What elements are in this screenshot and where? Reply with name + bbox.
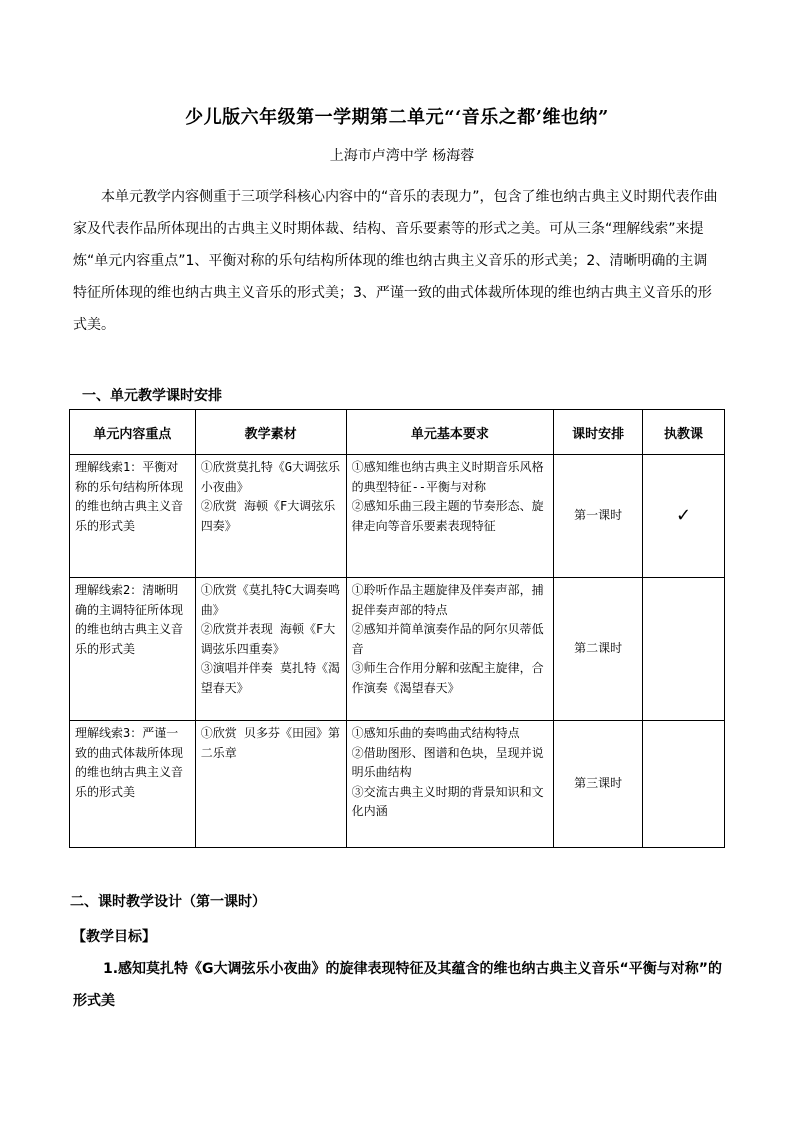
material-item: ①欣赏《莫扎特C大调奏鸣曲》 bbox=[200, 583, 341, 617]
requirement-item: ②感知乐曲三段主题的节奏形态、旋律走向等音乐要素表现特征 bbox=[351, 499, 544, 533]
header-requirements: 单元基本要求 bbox=[346, 410, 554, 455]
teaching-cell bbox=[643, 721, 725, 848]
table-row bbox=[70, 455, 725, 578]
focus-cell: 理解线索1：平衡对称的乐句结构所体现的维也纳古典主义音乐的形式美 bbox=[70, 455, 196, 578]
objectives-label: 【教学目标】 bbox=[72, 929, 156, 945]
header-focus: 单元内容重点 bbox=[70, 410, 196, 455]
material-item: ②欣赏 海顿《F大调弦乐四奏》 bbox=[200, 499, 336, 533]
section-heading-schedule: 一、单元教学课时安排 bbox=[82, 388, 222, 404]
material-item: ③演唱并伴奏 莫扎特《渴望春天》 bbox=[200, 661, 341, 695]
section-heading-lesson-design: 二、课时教学设计（第一课时） bbox=[70, 894, 266, 910]
requirement-item: ①感知维也纳古典主义时期音乐风格的典型特征--平衡与对称 bbox=[351, 460, 544, 494]
author-line: 上海市卢湾中学 杨海蓉 bbox=[329, 148, 475, 164]
requirement-item: ③师生合作用分解和弦配主旋律，合作演奏《渴望春天》 bbox=[351, 661, 544, 695]
lesson-schedule-table bbox=[69, 409, 725, 848]
objective-item: 1.感知莫扎特《G大调弦乐小夜曲》的旋律表现特征及其蕴含的维也纳古典主义音乐“平衡与对称”的形式美 bbox=[73, 961, 722, 1009]
materials-cell bbox=[195, 721, 346, 848]
requirement-item: ②感知并简单演奏作品的阿尔贝蒂低音 bbox=[351, 622, 544, 656]
lesson-cell: 第一课时 bbox=[554, 455, 643, 578]
material-item: ②欣赏并表现 海顿《F大调弦乐四重奏》 bbox=[200, 622, 336, 656]
check-mark-icon: ✓ bbox=[643, 455, 725, 578]
header-materials: 教学素材 bbox=[195, 410, 346, 455]
material-item: ①欣赏莫扎特《G大调弦乐小夜曲》 bbox=[200, 460, 341, 494]
document-title: 少儿版六年级第一学期第二单元“‘音乐之都’维也纳” bbox=[185, 107, 609, 128]
table-header-row bbox=[70, 410, 725, 455]
table-row bbox=[70, 578, 725, 721]
header-lesson: 课时安排 bbox=[554, 410, 643, 455]
teaching-cell bbox=[643, 578, 725, 721]
materials-cell bbox=[195, 455, 346, 578]
intro-paragraph: 本单元教学内容侧重于三项学科核心内容中的“音乐的表现力”，包含了维也纳古典主义时期代表作曲家及代表作品所体现出的古典主义时期体裁、结构、音乐要素等的形式之美。可从三条“理解线索”来提炼“单元内容重点”1、平衡对称的乐句结构所体现的维也纳古典主义音乐的形式美；2、清晰明确的主调特征所体现的维也纳古典主义音乐的形式美；3、严谨一致的曲式体裁所体现的维也纳古典主义音乐的形式美。 bbox=[73, 189, 718, 333]
requirement-item: ①感知乐曲的奏鸣曲式结构特点 bbox=[351, 726, 520, 740]
requirements-cell bbox=[346, 455, 554, 578]
materials-cell bbox=[195, 578, 346, 721]
requirements-cell bbox=[346, 578, 554, 721]
requirements-cell bbox=[346, 721, 554, 848]
material-item: ①欣赏 贝多芬《田园》第二乐章 bbox=[200, 726, 341, 760]
header-teaching: 执教课 bbox=[643, 410, 725, 455]
table-row bbox=[70, 721, 725, 848]
focus-cell: 理解线索3：严谨一致的曲式体裁所体现的维也纳古典主义音乐的形式美 bbox=[70, 721, 196, 848]
focus-cell: 理解线索2：清晰明确的主调特征所体现的维也纳古典主义音乐的形式美 bbox=[70, 578, 196, 721]
requirement-item: ①聆听作品主题旋律及伴奏声部，捕捉伴奏声部的特点 bbox=[351, 583, 544, 617]
lesson-cell: 第三课时 bbox=[554, 721, 643, 848]
requirement-item: ②借助图形、图谱和色块，呈现并说明乐曲结构 bbox=[351, 745, 544, 779]
requirement-item: ③交流古典主义时期的背景知识和文化内涵 bbox=[351, 784, 544, 818]
lesson-cell: 第二课时 bbox=[554, 578, 643, 721]
